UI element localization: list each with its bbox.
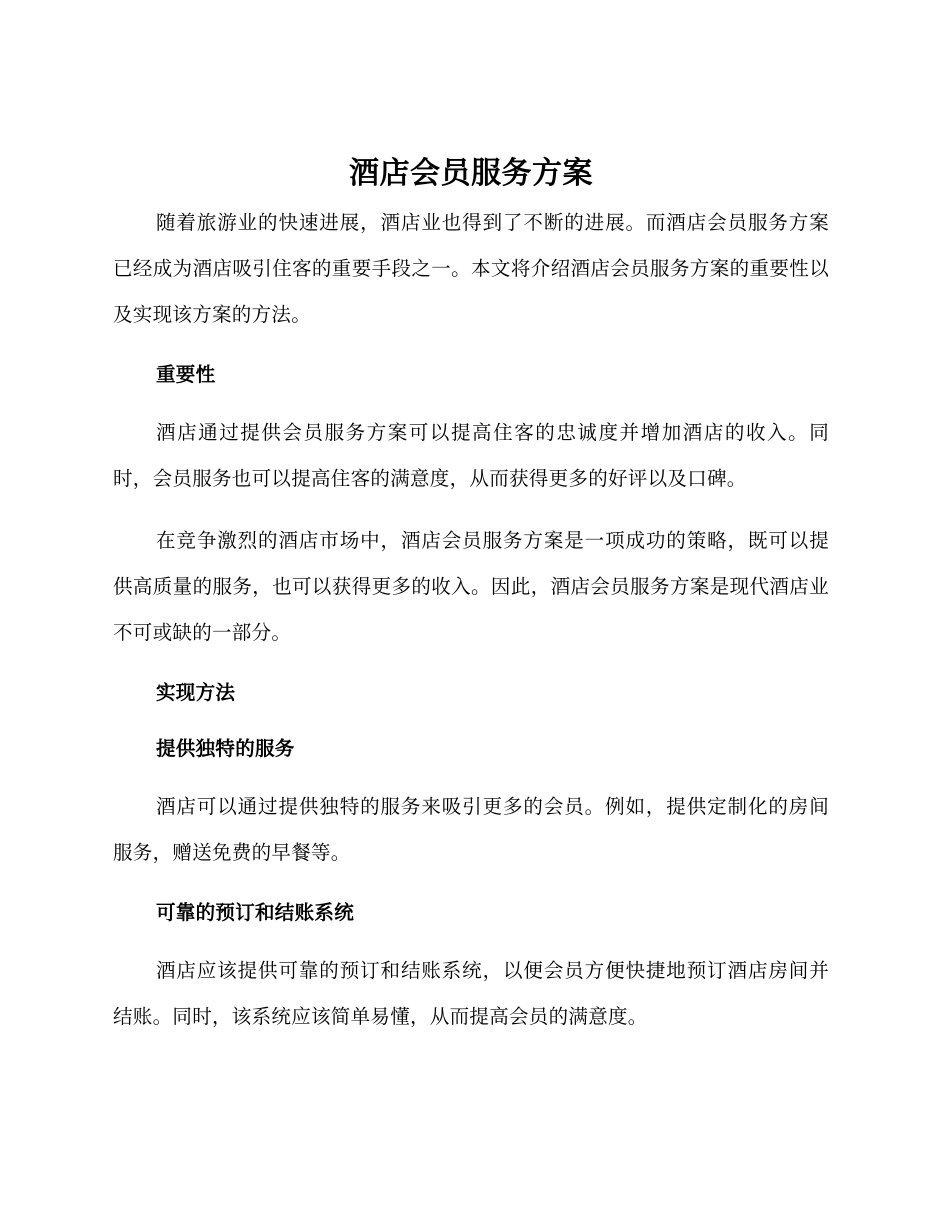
importance-paragraph-1: 酒店通过提供会员服务方案可以提高住客的忠诚度并增加酒店的收入。同时，会员服务也可以提高住客的满意度，从而获得更多的好评以及口碑。 [113, 421, 829, 490]
booking-system-paragraph: 酒店应该提供可靠的预订和结账系统，以便会员方便快捷地预订酒店房间并结账。同时，该系统应该简单易懂，从而提高会员的满意度。 [113, 959, 829, 1028]
unique-services-paragraph: 酒店可以通过提供独特的服务来吸引更多的会员。例如，提供定制化的房间服务，赠送免费的早餐等。 [113, 795, 829, 864]
importance-paragraph-2: 在竞争激烈的酒店市场中，酒店会员服务方案是一项成功的策略，既可以提供高质量的服务，也可以获得更多的收入。因此，酒店会员服务方案是现代酒店业不可或缺的一部分。 [113, 529, 829, 644]
subsection-heading-booking-system: 可靠的预订和结账系统 [156, 901, 355, 924]
section-heading-importance: 重要性 [156, 363, 216, 386]
subsection-heading-unique-services: 提供独特的服务 [156, 737, 295, 760]
section-heading-implementation: 实现方法 [156, 681, 236, 704]
intro-paragraph: 随着旅游业的快速进展，酒店业也得到了不断的进展。而酒店会员服务方案已经成为酒店吸引住客的重要手段之一。本文将介绍酒店会员服务方案的重要性以及实现该方案的方法。 [113, 211, 829, 326]
document-title: 酒店会员服务方案 [349, 156, 593, 191]
document-body [113, 148, 829, 1056]
